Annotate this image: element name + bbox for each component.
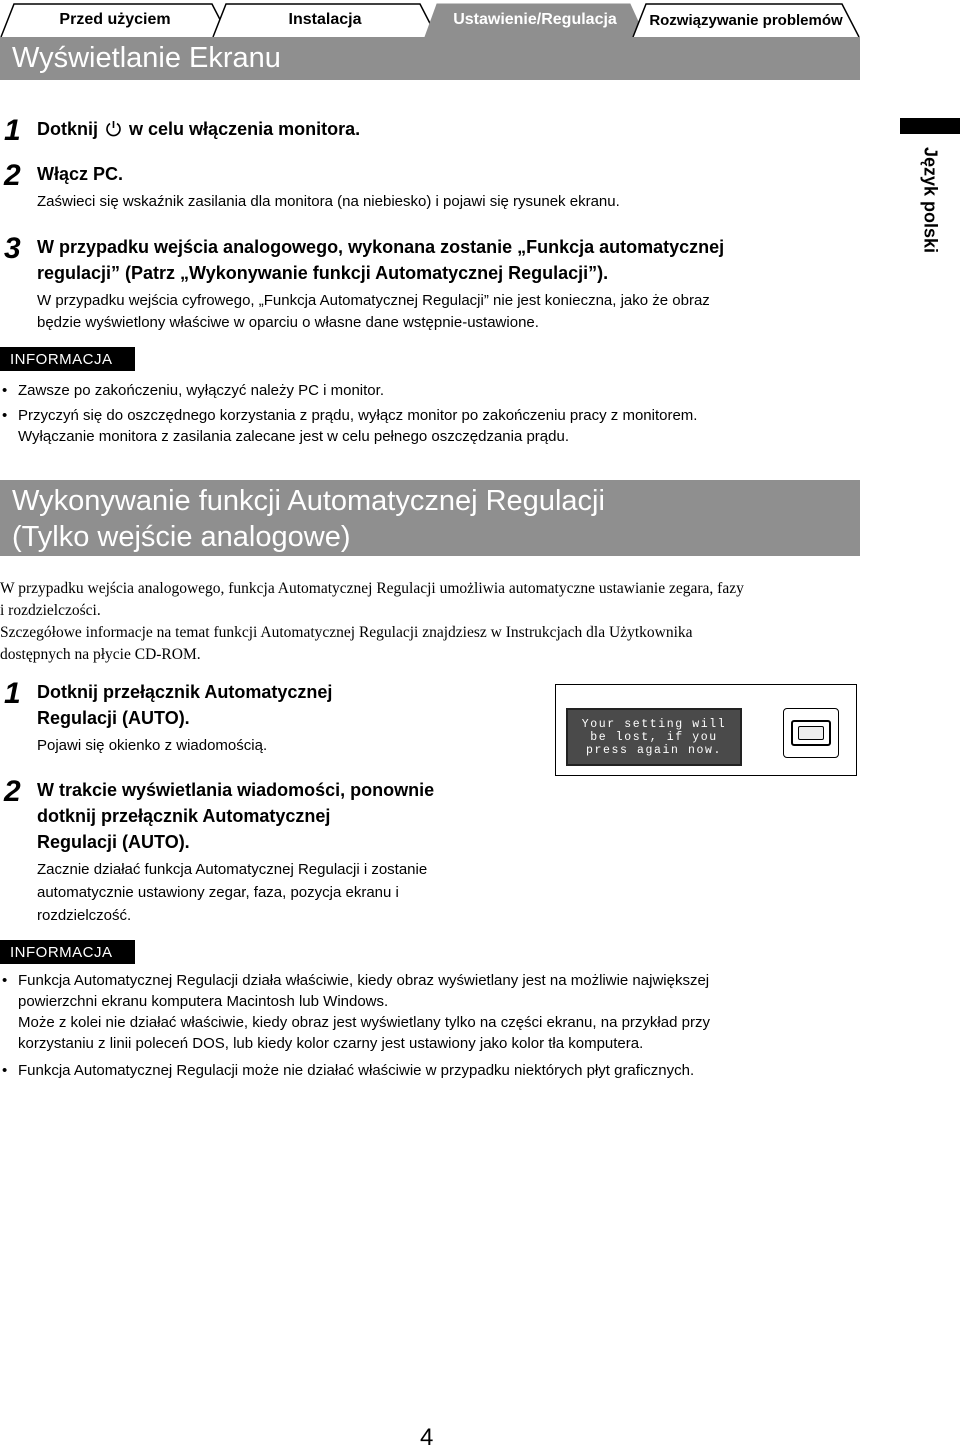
bullet-line: Może z kolei nie działać właściwie, kiedy obraz jest wyświetlany tylko na części ekranu, na przykład przy: [18, 1014, 710, 1031]
auto-button-key: [798, 726, 824, 740]
intro-line: W przypadku wejścia analogowego, funkcja Automatycznej Regulacji umożliwia automatyczne ustawianie zegara, fazy: [0, 580, 744, 597]
tab-rozwiazywanie-problemow[interactable]: [632, 3, 860, 37]
language-label: Język polski: [920, 146, 941, 254]
intro-paragraph: [0, 578, 744, 666]
info-label: INFORMACJA: [0, 347, 135, 371]
page-number: 4: [420, 1424, 434, 1451]
bullet-line: korzystaniu z linii poleceń DOS, lub kiedy kolor czarny jest ustawiony jako kolor tła komputera.: [18, 1035, 644, 1052]
auto-button-illustration: [783, 708, 839, 758]
section-title: Wyświetlanie Ekranu: [12, 42, 281, 74]
auto-button-frame: [791, 720, 831, 746]
step-number: 1: [4, 114, 21, 147]
tab-label: Ustawienie/Regulacja: [453, 11, 617, 28]
section-title-line: (Tylko wejście analogowe): [12, 521, 351, 553]
intro-line: Szczegółowe informacje na temat funkcji Automatycznej Regulacji znajdziesz w Instrukcjach dla Użytkownika: [0, 624, 693, 641]
step-heading: [37, 679, 332, 731]
tab-label: Instalacja: [288, 11, 362, 28]
bullet-dot: •: [2, 407, 8, 424]
step-body: [37, 290, 710, 334]
step-body: Pojawi się okienko z wiadomością.: [37, 737, 268, 754]
step-heading: [37, 116, 360, 142]
step-heading-line: Regulacji (AUTO).: [37, 708, 190, 728]
intro-line: dostępnych na płycie CD-ROM.: [0, 646, 201, 663]
tab-label: Przed użyciem: [59, 11, 171, 28]
step-heading-text: Dotknij: [37, 119, 98, 139]
bullet-dot: •: [2, 382, 8, 399]
step-heading: [37, 777, 434, 855]
info-label: INFORMACJA: [0, 940, 135, 964]
step-number: 3: [4, 232, 21, 265]
tab-ustawienie-regulacja[interactable]: [424, 3, 646, 37]
step-body-line: Zacznie działać funkcja Automatycznej Regulacji i zostanie: [37, 861, 428, 878]
step-heading-line: W przypadku wejścia analogowego, wykonana zostanie „Funkcja automatycznej: [37, 237, 725, 257]
tab-instalacja[interactable]: [212, 3, 438, 37]
tab-label: Rozwiązywanie problemów: [649, 11, 843, 29]
section-title-bar: [0, 480, 860, 556]
bullet-line: Funkcja Automatycznej Regulacji działa właściwie, kiedy obraz wyświetlany jest na możliwie największej: [18, 972, 710, 989]
message-line: Your setting will: [581, 717, 727, 731]
step-heading-line: Dotknij przełącznik Automatycznej: [37, 682, 333, 702]
message-line: be lost, if you: [590, 730, 718, 744]
section-title-bar: [0, 37, 860, 80]
step-body-line: W przypadku wejścia cyfrowego, „Funkcja Automatycznej Regulacji” nie jest konieczna, jako że obraz: [37, 292, 710, 309]
message-line: press again now.: [585, 743, 723, 757]
step-body-line: automatycznie ustawiony zegar, faza, pozycja ekranu i: [37, 884, 399, 901]
step-number: 2: [4, 159, 21, 192]
power-icon: [105, 120, 122, 137]
step-body: [37, 858, 427, 927]
bullet-line: Wyłączanie monitora z zasilania zalecane jest w celu pełnego oszczędzania prądu.: [18, 428, 570, 445]
step-heading-line: dotknij przełącznik Automatycznej: [37, 806, 331, 826]
tab-bar: [0, 0, 860, 38]
step-heading-line: W trakcie wyświetlania wiadomości, ponownie: [37, 780, 435, 800]
step-body-line: będzie wyświetlony właściwe w oparciu o własne dane wstępnie-ustawione.: [37, 314, 539, 331]
bullet-text: Zawsze po zakończeniu, wyłączyć należy PC i monitor.: [18, 382, 384, 399]
step-body-line: rozdzielczość.: [37, 907, 132, 924]
bullet-line: powierzchni ekranu komputera Macintosh lub Windows.: [18, 993, 389, 1010]
step-number: 1: [4, 677, 21, 710]
bullet-dot: •: [2, 972, 8, 989]
step-body: Zaświeci się wskaźnik zasilania dla monitora (na niebiesko) i pojawi się rysunek ekranu.: [37, 193, 620, 210]
bullet-dot: •: [2, 1062, 8, 1079]
step-heading-text: w celu włączenia monitora.: [129, 119, 361, 139]
step-heading: Włącz PC.: [37, 164, 124, 184]
step-heading-line: regulacji” (Patrz „Wykonywanie funkcji Automatycznej Regulacji”).: [37, 263, 609, 283]
step-heading: [37, 234, 724, 286]
bullet-line: Przyczyń się do oszczędnego korzystania z prądu, wyłącz monitor po zakończeniu pracy z monitorem.: [18, 407, 698, 424]
tab-przed-uzyciem[interactable]: [0, 3, 230, 37]
bullet-text: Funkcja Automatycznej Regulacji może nie działać właściwie w przypadku niektórych płyt graficznych.: [18, 1062, 695, 1079]
bullet-text: [18, 405, 697, 447]
language-tab-marker: [900, 118, 960, 134]
bullet-text: [18, 970, 710, 1054]
step-number: 2: [4, 775, 21, 808]
intro-line: i rozdzielczości.: [0, 602, 101, 619]
monitor-message-box: [566, 708, 742, 766]
step-heading-line: Regulacji (AUTO).: [37, 832, 190, 852]
section-title-line: Wykonywanie funkcji Automatycznej Regulacji: [12, 485, 605, 517]
